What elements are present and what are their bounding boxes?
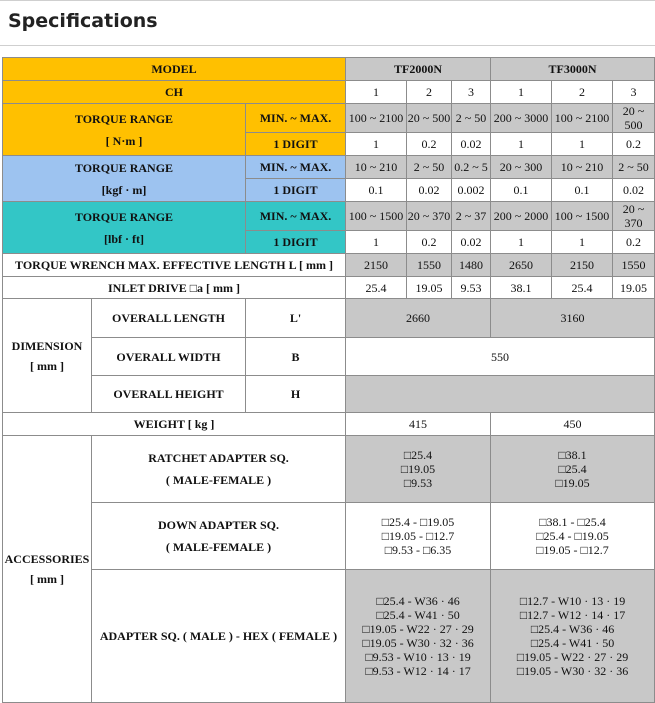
wrench-length-label: TORQUE WRENCH MAX. EFFECTIVE LENGTH L [ mm ]: [3, 254, 346, 277]
torque-nm-minmax-value: 20 ~ 500: [407, 104, 452, 133]
torque-nm-minmax-value: 100 ~ 2100: [552, 104, 613, 133]
list-item: □12.7 - W12 · 14 · 17: [519, 608, 626, 622]
torque-nm-digit-value: 0.2: [407, 133, 452, 156]
wrench-length-value: 2150: [552, 254, 613, 277]
overall-height-symbol: H: [246, 376, 346, 413]
model-label: MODEL: [3, 58, 346, 81]
torque-nm-minmax-value: 100 ~ 2100: [346, 104, 407, 133]
ch-value: 2: [407, 81, 452, 104]
dimension-label: [3, 299, 92, 413]
down-adapter-label-line1: DOWN ADAPTER SQ.: [158, 518, 280, 532]
torque-nm-label-line1: TORQUE RANGE: [74, 111, 174, 126]
list-item: □9.53 - □6.35: [384, 543, 452, 557]
down-adapter-label-line2: ( MALE-FEMALE ): [165, 540, 272, 554]
ch-value: 2: [552, 81, 613, 104]
list-item: □19.05 - W30 · 32 · 36: [516, 664, 629, 678]
hex-adapter-row: [3, 570, 655, 703]
model-tf3000n: TF3000N: [491, 58, 655, 81]
hex-adapter-tf2000n: [346, 570, 491, 703]
torque-kgf-minmax-value: 20 ~ 300: [491, 156, 552, 179]
ratchet-adapter-label-line1: RATCHET ADAPTER SQ.: [148, 451, 289, 465]
accessories-label-line1: ACCESSORIES: [4, 552, 90, 566]
torque-lbf-digit-value: 1: [491, 231, 552, 254]
specifications-table: [2, 57, 655, 703]
overall-length-tf3000n: 3160: [491, 299, 655, 338]
weight-row: [3, 413, 655, 436]
list-item: □19.05 - W22 · 27 · 29: [516, 650, 629, 664]
ratchet-adapter-row: [3, 436, 655, 503]
torque-lbf-minmax-value: 20 ~ 370: [407, 202, 452, 231]
list-item: □19.05: [400, 462, 436, 476]
list-item: □38.1: [558, 448, 587, 462]
torque-lbf-digit-value: 1: [552, 231, 613, 254]
wrench-length-row: [3, 254, 655, 277]
ratchet-adapter-label-line2: ( MALE-FEMALE ): [165, 473, 272, 487]
hex-adapter-label: ADAPTER SQ. ( MALE ) - HEX ( FEMALE ): [92, 570, 346, 703]
ch-value: 3: [452, 81, 491, 104]
ch-value: 3: [613, 81, 655, 104]
inlet-drive-label: INLET DRIVE □a [ mm ]: [3, 277, 346, 299]
torque-kgf-minmax-row: [3, 156, 655, 179]
torque-nm-minmax-value: 2 ~ 50: [452, 104, 491, 133]
torque-kgf-digit-value: 0.1: [491, 179, 552, 202]
accessories-label-line2: [ mm ]: [30, 572, 64, 586]
torque-kgf-minmax-label: MIN. ~ MAX.: [246, 156, 346, 179]
ch-value: 1: [346, 81, 407, 104]
overall-length-row: [3, 299, 655, 338]
torque-kgf-digit-label: 1 DIGIT: [246, 179, 346, 202]
overall-length-symbol: L': [246, 299, 346, 338]
torque-kgf-label: [3, 156, 246, 202]
list-item: □19.05: [555, 476, 590, 490]
overall-width-row: [3, 338, 655, 376]
list-item: □25.4 - □19.05: [381, 515, 455, 529]
torque-lbf-label: [3, 202, 246, 254]
torque-lbf-digit-value: 0.2: [613, 231, 655, 254]
ch-label: CH: [3, 81, 346, 104]
torque-lbf-digit-label: 1 DIGIT: [246, 231, 346, 254]
torque-lbf-label-line1: TORQUE RANGE: [74, 209, 174, 224]
wrench-length-value: 2650: [491, 254, 552, 277]
inlet-drive-value: 38.1: [491, 277, 552, 299]
torque-lbf-minmax-value: 100 ~ 1500: [552, 202, 613, 231]
torque-nm-digit-value: 1: [552, 133, 613, 156]
torque-kgf-digit-value: 0.002: [452, 179, 491, 202]
torque-kgf-digit-value: 0.1: [552, 179, 613, 202]
down-adapter-tf2000n: [346, 503, 491, 570]
ch-value: 1: [491, 81, 552, 104]
torque-kgf-label-line2: [kgf · m]: [101, 182, 147, 197]
list-item: □25.4 - W36 · 46: [376, 594, 460, 608]
torque-lbf-minmax-value: 100 ~ 1500: [346, 202, 407, 231]
torque-kgf-minmax-value: 0.2 ~ 5: [452, 156, 491, 179]
list-item: □25.4 - W36 · 46: [530, 622, 615, 636]
weight-tf2000n: 415: [346, 413, 491, 436]
dimension-label-line2: [ mm ]: [30, 358, 64, 373]
overall-length-label: OVERALL LENGTH: [92, 299, 246, 338]
torque-lbf-digit-value: 0.2: [407, 231, 452, 254]
inlet-drive-value: 9.53: [452, 277, 491, 299]
torque-nm-minmax-row: [3, 104, 655, 133]
list-item: □25.4: [558, 462, 587, 476]
torque-lbf-minmax-value: 200 ~ 2000: [491, 202, 552, 231]
torque-nm-minmax-value: 200 ~ 3000: [491, 104, 552, 133]
wrench-length-value: 1550: [613, 254, 655, 277]
inlet-drive-row: [3, 277, 655, 299]
hex-adapter-tf3000n: [491, 570, 655, 703]
overall-width-label: OVERALL WIDTH: [92, 338, 246, 376]
torque-lbf-minmax-value: 2 ~ 37: [452, 202, 491, 231]
model-tf2000n: TF2000N: [346, 58, 491, 81]
accessories-label: [3, 436, 92, 703]
section-title: Specifications: [8, 10, 158, 32]
torque-nm-digit-value: 1: [491, 133, 552, 156]
overall-length-tf2000n: 2660: [346, 299, 491, 338]
inlet-drive-value: 19.05: [407, 277, 452, 299]
wrench-length-value: 2150: [346, 254, 407, 277]
list-item: □25.4 - □19.05: [536, 529, 609, 543]
torque-nm-digit-value: 0.02: [452, 133, 491, 156]
inlet-drive-value: 25.4: [552, 277, 613, 299]
torque-kgf-minmax-value: 2 ~ 50: [613, 156, 655, 179]
list-item: □19.05 - □12.7: [381, 529, 455, 543]
list-item: □12.7 - W10 · 13 · 19: [519, 594, 626, 608]
ch-row: [3, 81, 655, 104]
torque-kgf-label-line1: TORQUE RANGE: [74, 160, 174, 175]
list-item: □9.53 - W10 · 13 · 19: [365, 650, 471, 664]
list-item: □9.53: [403, 476, 433, 490]
torque-kgf-minmax-value: 2 ~ 50: [407, 156, 452, 179]
list-item: □38.1 - □25.4: [539, 515, 606, 529]
weight-label: WEIGHT [ kg ]: [3, 413, 346, 436]
overall-height-label: OVERALL HEIGHT: [92, 376, 246, 413]
wrench-length-value: 1550: [407, 254, 452, 277]
list-item: □19.05 - □12.7: [536, 543, 609, 557]
torque-nm-label-line2: [ N·m ]: [105, 133, 143, 148]
torque-nm-label: [3, 104, 246, 156]
ratchet-adapter-tf3000n: [491, 436, 655, 503]
torque-lbf-digit-value: 1: [346, 231, 407, 254]
torque-nm-digit-label: 1 DIGIT: [246, 133, 346, 156]
ratchet-adapter-label: [92, 436, 346, 503]
torque-lbf-minmax-label: MIN. ~ MAX.: [246, 202, 346, 231]
inlet-drive-value: 19.05: [613, 277, 655, 299]
torque-kgf-digit-value: 0.1: [346, 179, 407, 202]
weight-tf3000n: 450: [491, 413, 655, 436]
torque-nm-digit-value: 0.2: [613, 133, 655, 156]
torque-kgf-digit-value: 0.02: [613, 179, 655, 202]
overall-height-row: [3, 376, 655, 413]
wrench-length-value: 1480: [452, 254, 491, 277]
list-item: □25.4 - W41 · 50: [376, 608, 460, 622]
list-item: □19.05 - W22 · 27 · 29: [362, 622, 474, 636]
torque-lbf-digit-value: 0.02: [452, 231, 491, 254]
ratchet-adapter-tf2000n: [346, 436, 491, 503]
torque-lbf-minmax-row: [3, 202, 655, 231]
list-item: □9.53 - W12 · 14 · 17: [365, 664, 471, 678]
torque-lbf-minmax-value: 20 ~ 370: [613, 202, 655, 231]
torque-kgf-minmax-value: 10 ~ 210: [346, 156, 407, 179]
torque-nm-minmax-value: 20 ~ 500: [613, 104, 655, 133]
list-item: □25.4 - W41 · 50: [530, 636, 615, 650]
torque-nm-minmax-label: MIN. ~ MAX.: [246, 104, 346, 133]
inlet-drive-value: 25.4: [346, 277, 407, 299]
down-adapter-tf3000n: [491, 503, 655, 570]
overall-height-value: [346, 376, 655, 413]
overall-width-symbol: B: [246, 338, 346, 376]
dimension-label-line1: DIMENSION: [11, 338, 83, 353]
down-adapter-row: [3, 503, 655, 570]
torque-lbf-label-line2: [lbf · ft]: [104, 231, 144, 246]
torque-kgf-digit-value: 0.02: [407, 179, 452, 202]
section-header: [0, 0, 655, 46]
list-item: □19.05 - W30 · 32 · 36: [362, 636, 474, 650]
overall-width-value: 550: [346, 338, 655, 376]
list-item: □25.4: [403, 448, 433, 462]
down-adapter-label: [92, 503, 346, 570]
torque-nm-digit-value: 1: [346, 133, 407, 156]
model-row: [3, 58, 655, 81]
torque-kgf-minmax-value: 10 ~ 210: [552, 156, 613, 179]
